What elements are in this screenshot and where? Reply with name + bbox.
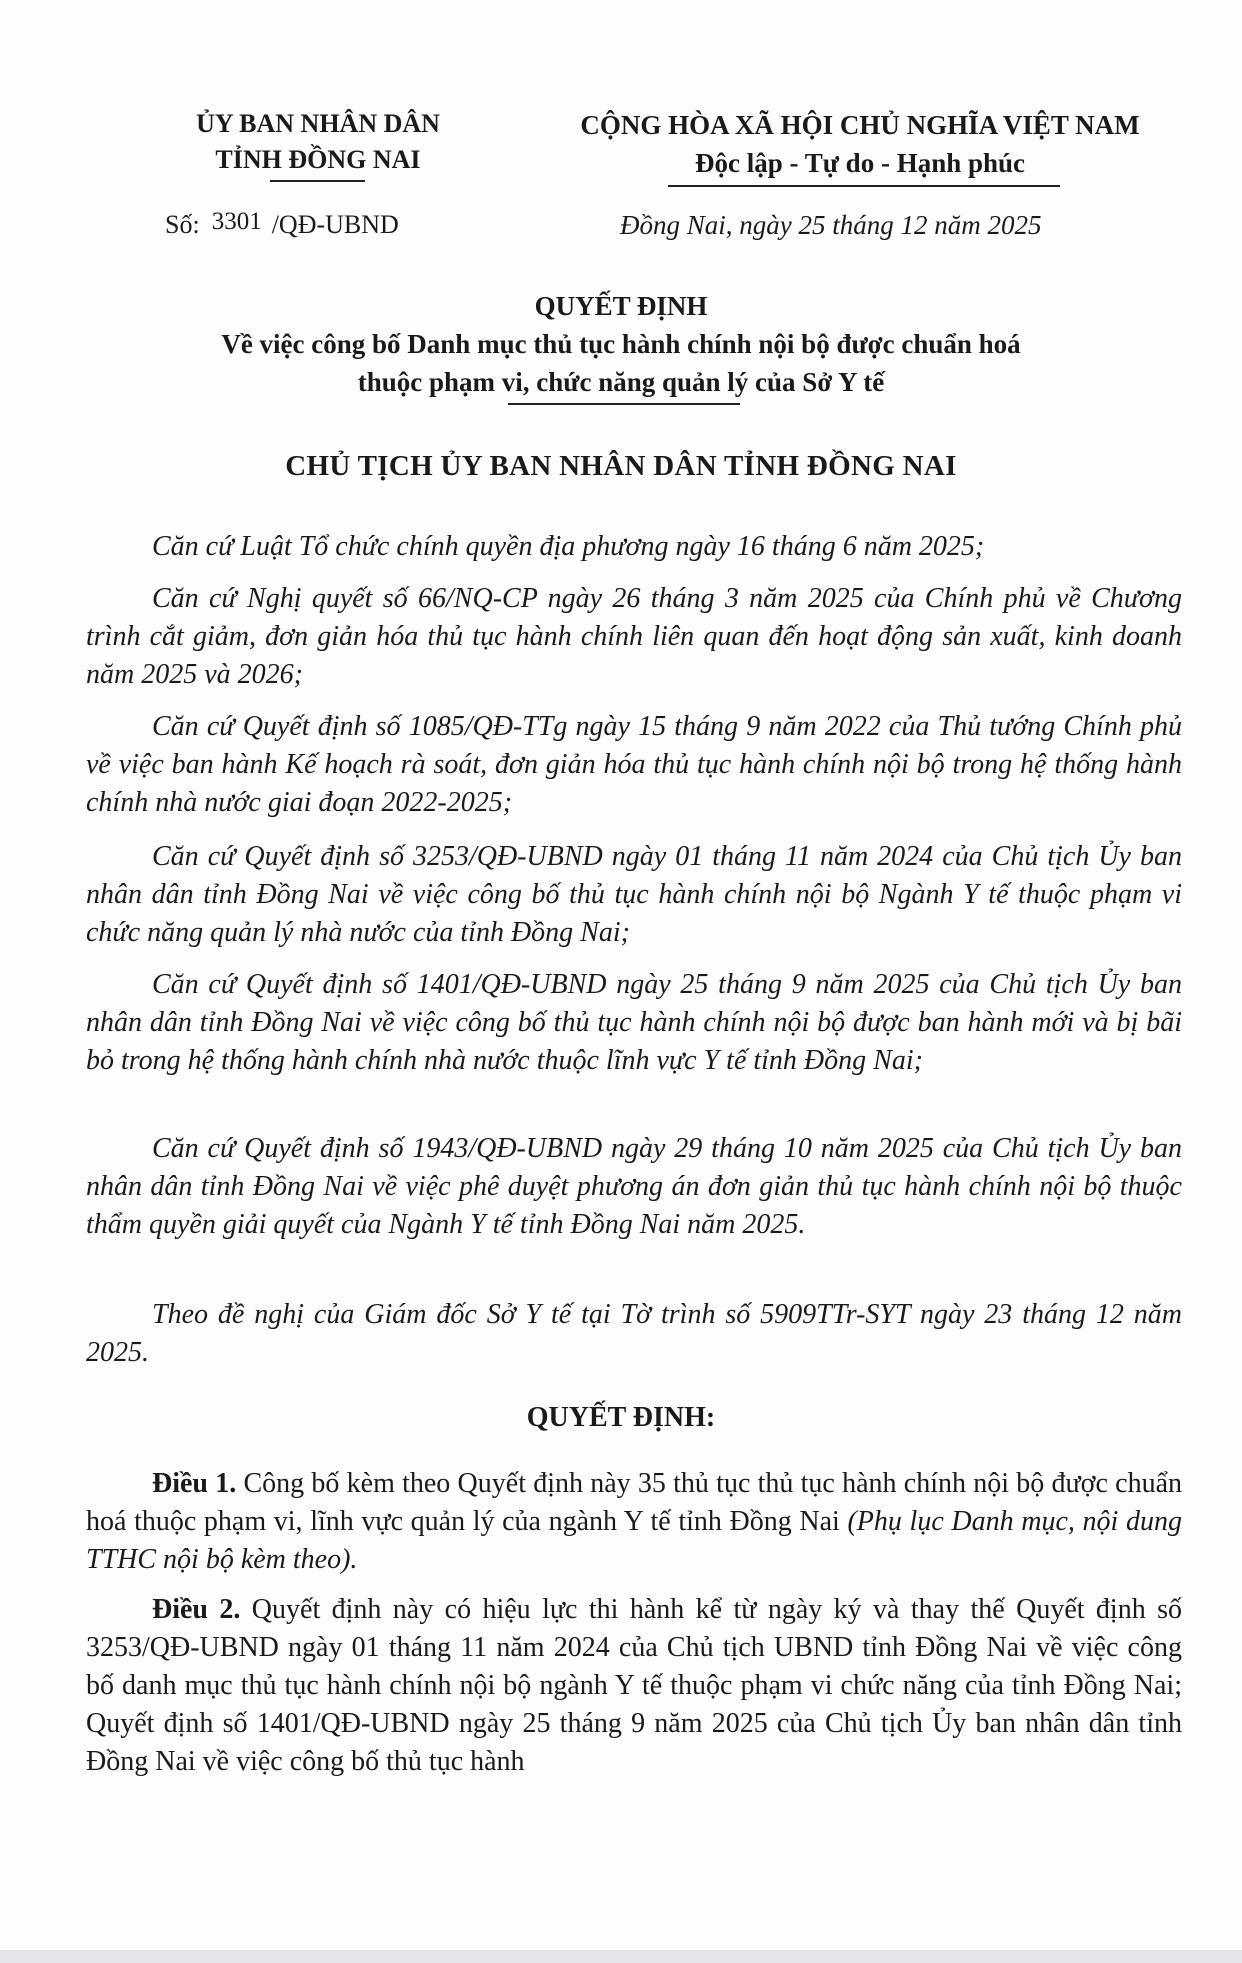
issuer-line-1: ỦY BAN NHÂN DÂN	[196, 109, 440, 138]
article-2-paragraph	[86, 1591, 1182, 1781]
viewer-bottom-bar	[0, 1950, 1242, 1963]
preamble-item: Theo đề nghị của Giám đốc Sở Y tế tại Tờ trình số 5909TTr-SYT ngày 23 tháng 12 năm 2025.	[86, 1299, 1182, 1368]
preamble	[86, 966, 1182, 1080]
preamble	[86, 1130, 1182, 1244]
decision-heading: QUYẾT ĐỊNH:	[526, 1402, 716, 1433]
national-title: CỘNG HÒA XÃ HỘI CHỦ NGHĨA VIỆT NAM	[580, 110, 1140, 140]
issuer-header	[118, 106, 518, 178]
document-number-prefix: Số:	[165, 210, 200, 239]
document-date: Đồng Nai, ngày 25 tháng 12 năm 2025	[620, 210, 1042, 240]
subject-line-1: Về việc công bố Danh mục thủ tục hành chính nội bộ được chuẩn hoá	[221, 329, 1021, 359]
document-type: QUYẾT ĐỊNH	[534, 291, 708, 321]
document-title	[80, 287, 1162, 401]
article-note: (Phụ lục Danh mục, nội dung TTHC nội bộ kèm theo).	[86, 1506, 1182, 1575]
preamble	[86, 528, 1182, 566]
preamble	[86, 708, 1182, 822]
preamble-item: Căn cứ Quyết định số 1943/QĐ-UBND ngày 29 tháng 10 năm 2025 của Chủ tịch Ủy ban nhân dân tỉnh Đồng Nai về việc phê duyệt phương án đơn giản thủ tục hành chính nội bộ thuộc thẩm quyền giải quyết của Ngành Y tế tỉnh Đồng Nai năm 2025.	[86, 1133, 1182, 1240]
preamble	[86, 838, 1182, 952]
article-1-paragraph	[86, 1465, 1182, 1579]
issuer-line-2: TỈNH ĐỒNG NAI	[215, 145, 421, 174]
motto-underline	[668, 185, 1060, 187]
preamble	[86, 1296, 1182, 1372]
preamble-item: Căn cứ Luật Tổ chức chính quyền địa phương ngày 16 tháng 6 năm 2025;	[152, 531, 985, 562]
preamble-item: Căn cứ Quyết định số 1401/QĐ-UBND ngày 25 tháng 9 năm 2025 của Chủ tịch Ủy ban nhân dân tỉnh Đồng Nai về việc công bố thủ tục hành chính nội bộ được ban hành mới và bị bãi bỏ trong hệ thống hành chính nhà nước thuộc lĩnh vực Y tế tỉnh Đồng Nai;	[86, 969, 1182, 1076]
national-motto: Độc lập - Tự do - Hạnh phúc	[694, 148, 1026, 178]
article-1	[86, 1465, 1182, 1579]
subject-line-2: thuộc phạm vi, chức năng quản lý của Sở Y tế	[357, 367, 885, 397]
document-number	[165, 210, 399, 240]
issuing-authority: CHỦ TỊCH ỦY BAN NHÂN DÂN TỈNH ĐỒNG NAI	[285, 450, 957, 482]
issuer-underline	[270, 180, 365, 182]
preamble	[86, 580, 1182, 694]
document-number-value: 3301	[211, 208, 262, 235]
article-2	[86, 1591, 1182, 1781]
preamble-item: Căn cứ Quyết định số 1085/QĐ-TTg ngày 15 tháng 9 năm 2022 của Thủ tướng Chính phủ về việc ban hành Kế hoạch rà soát, đơn giản hóa thủ tục hành chính nội bộ trong hệ thống hành chính nhà nước giai đoạn 2022-2025;	[86, 711, 1182, 818]
article-text: Công bố kèm theo Quyết định này 35 thủ tục thủ tục hành chính nội bộ được chuẩn hoá thuộc phạm vi, lĩnh vực quản lý của ngành Y tế tỉnh Đồng Nai	[86, 1468, 1182, 1537]
article-label: Điều 2.	[152, 1594, 241, 1625]
document-number-suffix: /QĐ-UBND	[271, 210, 399, 239]
national-header	[520, 106, 1200, 182]
preamble-item: Căn cứ Nghị quyết số 66/NQ-CP ngày 26 tháng 3 năm 2025 của Chính phủ về Chương trình cắt giảm, đơn giản hóa thủ tục hành chính liên quan đến hoạt động sản xuất, kinh doanh năm 2025 và 2026;	[86, 583, 1182, 690]
article-label: Điều 1.	[152, 1468, 237, 1499]
title-underline	[508, 403, 740, 405]
article-text: Quyết định này có hiệu lực thi hành kể từ ngày ký và thay thế Quyết định số 3253/QĐ-UBND ngày 01 tháng 11 năm 2024 của Chủ tịch UBND tỉnh Đồng Nai về việc công bố danh mục thủ tục hành chính nội bộ ngành Y tế thuộc phạm vi chức năng của tỉnh Đồng Nai; Quyết định số 1401/QĐ-UBND ngày 25 tháng 9 năm 2025 của Chủ tịch Ủy ban nhân dân tỉnh Đồng Nai về việc công bố thủ tục hành	[86, 1594, 1182, 1777]
preamble-item: Căn cứ Quyết định số 3253/QĐ-UBND ngày 01 tháng 11 năm 2024 của Chủ tịch Ủy ban nhân dân tỉnh Đồng Nai về việc công bố thủ tục hành chính nội bộ Ngành Y tế thuộc phạm vi chức năng quản lý nhà nước của tỉnh Đồng Nai;	[86, 841, 1182, 948]
